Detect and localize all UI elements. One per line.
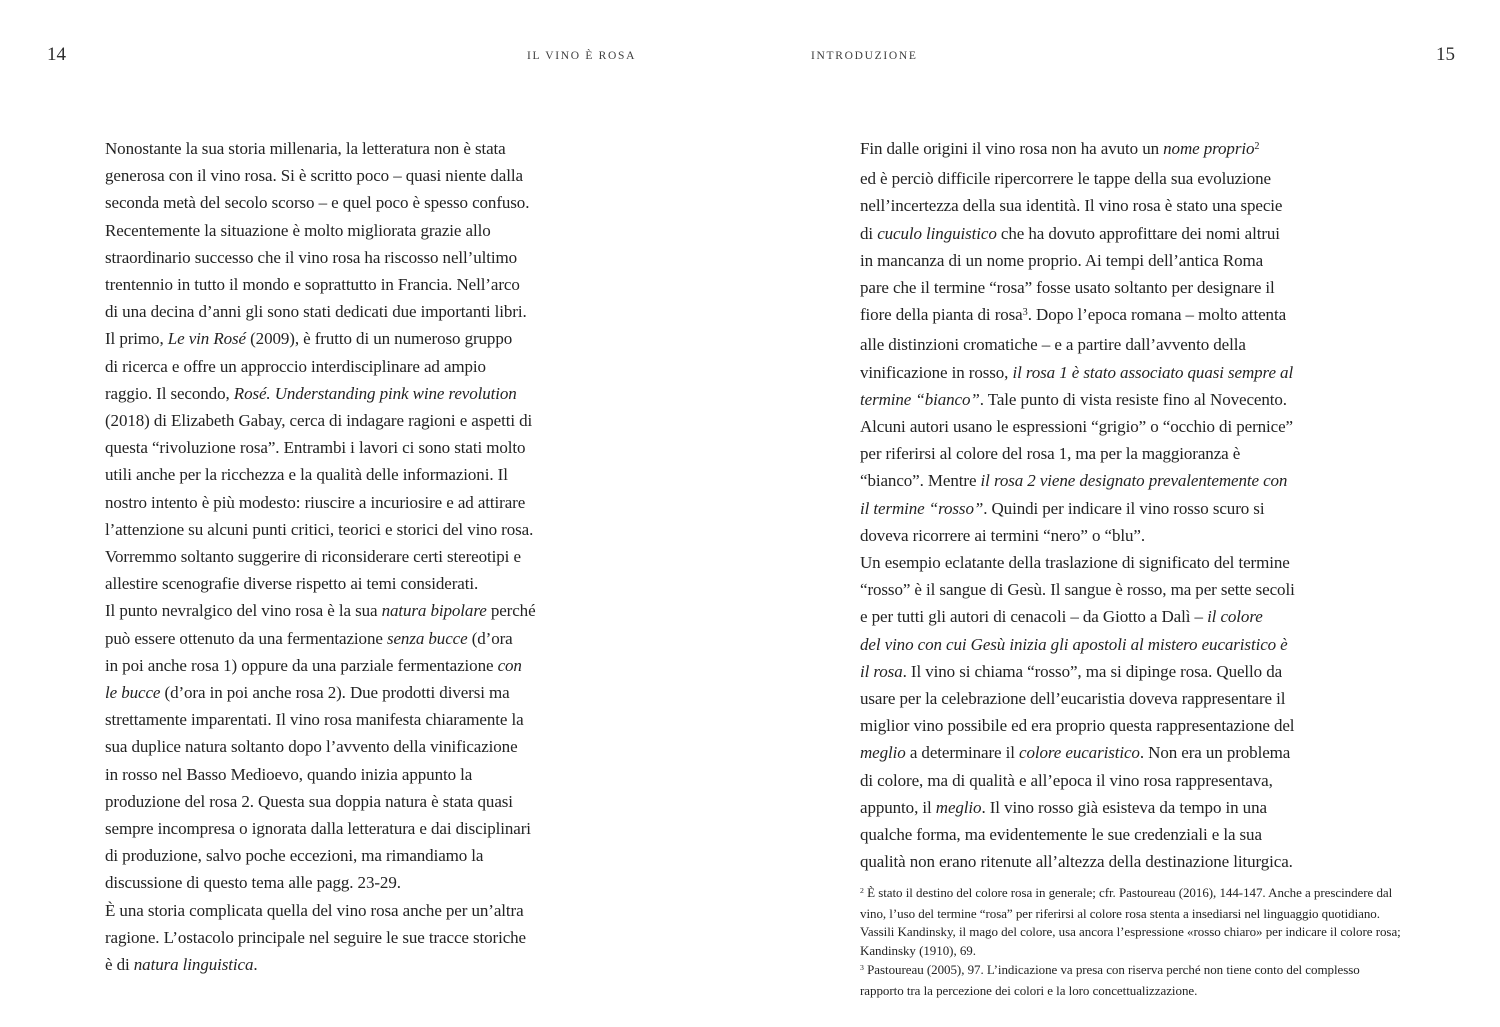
text-line: questa “rivoluzione rosa”. Entrambi i lavori ci sono stati molto [105, 438, 526, 458]
text-line: il rosa. Il vino si chiama “rosso”, ma si dipinge rosa. Quello da [860, 661, 1283, 681]
text-line: È una storia complicata quella del vino rosa anche per un’altra [105, 900, 524, 920]
text-line: straordinario successo che il vino rosa ha riscosso nell’ultimo [105, 247, 517, 267]
page-number-left: 14 [47, 44, 66, 65]
text-line: “bianco”. Mentre il rosa 2 viene designato prevalentemente con [860, 471, 1288, 491]
text-line: in mancanza di un nome proprio. Ai tempi dell’antica Roma [860, 250, 1264, 270]
text-line: le bucce (d’ora in poi anche rosa 2). Due prodotti diversi ma [105, 683, 510, 703]
text-line: il termine “rosso”. Quindi per indicare il vino rosso scuro si [860, 498, 1265, 518]
text-line: appunto, il meglio. Il vino rosso già esisteva da tempo in una [860, 797, 1267, 817]
text-line: in rosso nel Basso Medioevo, quando inizia appunto la [105, 764, 473, 784]
text-line: nostro intento è più modesto: riuscire a incuriosire e ad attirare [105, 492, 526, 512]
text-line: Alcuni autori usano le espressioni “grigio” o “occhio di pernice” [860, 417, 1293, 437]
text-line: Il punto nevralgico del vino rosa è la sua natura bipolare perché [105, 601, 536, 621]
text-line: per riferirsi al colore del rosa 1, ma per la maggioranza è [860, 444, 1241, 464]
text-line: è di natura linguistica. [105, 955, 258, 975]
text-line: fiore della pianta di rosa$^3$. Dopo l’epoca romana – molto attenta [860, 305, 1287, 325]
footnote: $^3$ Pastoureau (2005), 97. L’indicazione va presa con riserva perché non tiene conto del complesso rapporto tra la percezione dei colori e la loro concettualizzazione. [860, 961, 1360, 998]
text-line: Un esempio eclatante della traslazione di significato del termine [860, 553, 1290, 573]
text-line: discussione di questo tema alle pagg. 23-29. [105, 873, 401, 893]
footnote-marker: 2 [860, 886, 864, 896]
text-line: ed è perciò difficile ripercorrere le tappe della sua evoluzione [860, 169, 1271, 189]
text-line: sua duplice natura soltanto dopo l’avvento della vinificazione [105, 737, 518, 757]
text-line: ragione. L’ostacolo principale nel seguire le sue tracce storiche [105, 927, 526, 947]
text-line: di colore, ma di qualità e all’epoca il vino rosa rappresentava, [860, 770, 1273, 790]
text-line: nell’incertezza della sua identità. Il vino rosa è stato una specie [860, 196, 1283, 216]
text-line: di una decina d’anni gli sono stati dedicati due importanti libri. [105, 302, 527, 322]
text-line: generosa con il vino rosa. Si è scritto poco – quasi niente dalla [105, 166, 523, 186]
text-line: di ricerca e offre un approccio interdisciplinare ad ampio [105, 356, 486, 376]
text-line: trentennio in tutto il mondo e soprattutto in Francia. Nell’arco [105, 275, 520, 295]
text-line: alle distinzioni cromatiche – e a partire dall’avvento della [860, 335, 1246, 355]
text-line: Recentemente la situazione è molto migliorata grazie allo [105, 220, 491, 240]
text-line: vinificazione in rosso, il rosa 1 è stato associato quasi sempre al [860, 362, 1294, 382]
text-line: doveva ricorrere ai termini “nero” o “blu”. [860, 525, 1146, 545]
text-line: produzione del rosa 2. Questa sua doppia natura è stata quasi [105, 791, 513, 811]
right-page-body [860, 135, 1295, 875]
text-line: raggio. Il secondo, Rosé. Understanding pink wine revolution [105, 383, 517, 403]
text-line: in poi anche rosa 1) oppure da una parziale fermentazione con [105, 655, 522, 675]
text-line: Nonostante la sua storia millenaria, la letteratura non è stata [105, 139, 506, 158]
text-line: usare per la celebrazione dell’eucaristia doveva rappresentare il [860, 689, 1286, 709]
footnote-marker: 3 [860, 963, 864, 973]
footnotes-block [860, 884, 1406, 1000]
text-line: allestire scenografie diverse rispetto ai temi considerati. [105, 574, 479, 594]
text-line: termine “bianco”. Tale punto di vista resiste fino al Novecento. [860, 389, 1287, 409]
text-line: seconda metà del secolo scorso – e quel poco è spesso confuso. [105, 193, 530, 213]
page-number-right: 15 [1436, 44, 1455, 65]
text-line: può essere ottenuto da una fermentazione senza bucce (d’ora [105, 628, 513, 648]
text-line: “rosso” è il sangue di Gesù. Il sangue è rosso, ma per sette secoli [860, 580, 1295, 600]
left-page-body [105, 135, 536, 978]
text-line: e per tutti gli autori di cenacoli – da Giotto a Dalì – il colore [860, 607, 1263, 627]
text-line: di cuculo linguistico che ha dovuto approfittare dei nomi altrui [860, 223, 1280, 243]
text-line: sempre incompresa o ignorata dalla letteratura e dai disciplinari [105, 819, 531, 839]
running-head-right: INTRODUZIONE [811, 50, 918, 62]
text-line: miglior vino possibile ed era proprio questa rappresentazione del [860, 716, 1295, 736]
text-line: strettamente imparentati. Il vino rosa manifesta chiaramente la [105, 710, 524, 730]
running-head-left: IL VINO È ROSA [527, 50, 637, 62]
text-line: Il primo, Le vin Rosé (2009), è frutto di un numeroso gruppo [105, 329, 513, 349]
text-line: del vino con cui Gesù inizia gli apostoli al mistero eucaristico è [860, 634, 1288, 654]
text-line: qualità non erano ritenute all’altezza della destinazione liturgica. [860, 852, 1293, 872]
text-line: (2018) di Elizabeth Gabay, cerca di indagare ragioni e aspetti di [105, 411, 533, 431]
text-line: qualche forma, ma evidentemente le sue credenziali e la sua [860, 825, 1262, 845]
text-line: meglio a determinare il colore eucaristico. Non era un problema [860, 743, 1291, 763]
text-line: Vorremmo soltanto suggerire di riconsiderare certi stereotipi e [105, 547, 521, 567]
text-line: pare che il termine “rosa” fosse usato soltanto per designare il [860, 278, 1275, 298]
text-line: Fin dalle origini il vino rosa non ha avuto un nome proprio$^2$ [860, 139, 1260, 158]
text-line: di produzione, salvo poche eccezioni, ma rimandiamo la [105, 846, 484, 866]
text-line: utili anche per la ricchezza e la qualità delle informazioni. Il [105, 465, 508, 485]
text-line: l’attenzione su alcuni punti critici, teorici e storici del vino rosa. [105, 519, 534, 539]
footnote: $^2$ È stato il destino del colore rosa in generale; cfr. Pastoureau (2016), 144-147. Anche a prescindere dal vino, l’uso del termine “rosa” per riferirsi al colore rosa stenta a insediarsi nel linguaggio quotidiano. Vassili Kandinsky, il mago del colore, usa ancora l’espressione «rosso chiaro» per indicare il colore rosa; Kandinsky (1910), 69. [860, 885, 1401, 959]
